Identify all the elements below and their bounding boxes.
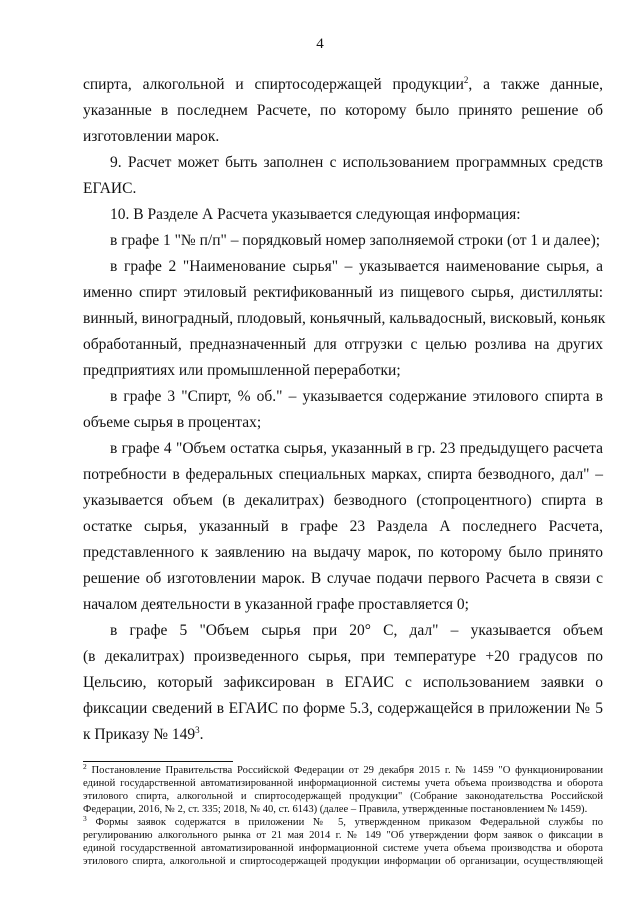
body-line: началом деятельности в указанной графе проставляется 0;: [83, 596, 469, 613]
footnote-line: Федерации, 2016, № 2, ст. 335; 2018, № 40, ст. 6143) (далее – Правила, утвержденные постановлением № 1459).: [83, 804, 588, 815]
body-line: ЕГАИС.: [83, 180, 137, 197]
body-line: Цельсию, который зафиксирован в ЕГАИС с использованием заявки о: [83, 674, 603, 691]
body-line: именно спирт этиловый ректификованный из пищевого сырья, дистилляты:: [83, 284, 603, 301]
footnote-ref: 3: [195, 725, 200, 735]
body-line: остатке сырья, указанный в графе 23 Раздела А последнего Расчета,: [83, 518, 603, 535]
footnote-line: этилового спирта, алкогольной и спиртосодержащей продукции" (Собрание законодательства Российской: [83, 791, 603, 802]
body-line: в графе 2 "Наименование сырья" – указывается наименование сырья, а: [110, 258, 603, 275]
body-line: указанные в последнем Расчете, по которому было принято решение об: [83, 102, 603, 119]
body-line: представленного к заявлению на выдачу марок, по которому было принято: [83, 544, 603, 561]
body-line: решение об изготовлении марок. В случае подачи первого Расчета в связи с: [83, 570, 603, 587]
page-number: 4: [316, 36, 324, 52]
body-line: 10. В Разделе А Расчета указывается следующая информация:: [110, 206, 521, 223]
footnote-line: единой государственной автоматизированной информационной системе учета объема производства и оборота: [83, 843, 603, 854]
footnote-separator: [83, 761, 233, 762]
footnote-line: регулированию алкогольного рынка от 21 мая 2014 г. № 149 "Об утверждении форм заявок о фиксации в: [83, 830, 603, 841]
footnote-line: $^3$ Формы заявок содержатся в приложении № 5, утвержденном приказом Федеральной службы по: [83, 814, 603, 828]
body-line: фиксации сведений в ЕГАИС по форме 5.3, содержащейся в приложении № 5: [83, 700, 603, 717]
body-line: в графе 3 "Спирт, % об." – указывается содержание этилового спирта в: [110, 388, 603, 405]
footnote-line: единой государственной автоматизированной информационной системы учета объема производства и оборота: [83, 778, 603, 789]
body-line: указывается объем (в декалитрах) безводного (стопроцентного) спирта в: [83, 492, 603, 509]
body-line: предприятиях или промышленной переработки;: [83, 362, 401, 379]
body-line: обработанный, предназначенный для отгрузки с целью розлива на других: [83, 336, 603, 353]
footnote-marker: 2: [83, 762, 87, 771]
footnote-line: этилового спирта, алкогольной и спиртосодержащей продукции информации об организации, осуществляющей: [83, 856, 603, 867]
body-line: потребности в федеральных специальных марках, спирта безводного, дал" –: [83, 466, 603, 483]
body-line: спирта, алкогольной и спиртосодержащей продукции$^2$, а также данные,: [83, 75, 603, 93]
footnote-marker: 3: [83, 814, 87, 823]
body-line: объеме сырья в процентах;: [83, 414, 262, 431]
footnote-line: $^2$ Постановление Правительства Российской Федерации от 29 декабря 2015 г. № 1459 "О функционировании: [83, 762, 603, 776]
body-line: в графе 5 "Объем сырья при 20° С, дал" – указывается объем: [110, 622, 603, 639]
body-line: винный, виноградный, плодовый, коньячный, кальвадосный, висковый, коньяк: [83, 310, 606, 327]
body-line: в графе 1 "№ п/п" – порядковый номер заполняемой строки (от 1 и далее);: [110, 232, 601, 249]
body-line: изготовлении марок.: [83, 128, 220, 145]
body-line: к Приказу № $149^3$.: [83, 725, 204, 743]
footnote-ref: 2: [463, 75, 469, 85]
body-line: в графе 4 "Объем остатка сырья, указанный в гр. 23 предыдущего расчета: [110, 440, 603, 457]
body-line: (в декалитрах) произведенного сырья, при температуре +20 градусов по: [83, 648, 603, 665]
body-line: 9. Расчет может быть заполнен с использованием программных средств: [110, 154, 603, 171]
